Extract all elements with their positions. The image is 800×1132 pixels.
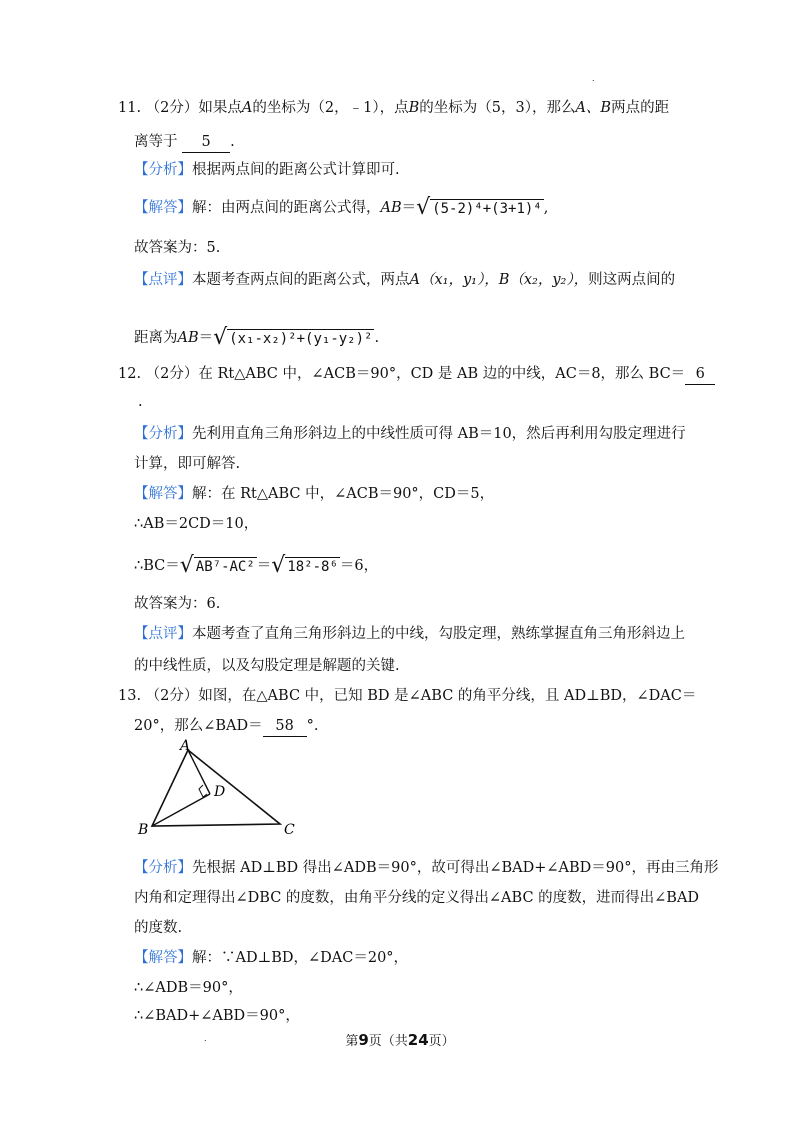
q11-comment-a: 本题考查两点间的距离公式，两点 [192, 272, 410, 288]
q12-stem [118, 364, 715, 385]
label-b: B [138, 822, 149, 838]
q11-ab: AB [380, 200, 402, 216]
q11-ab-2: AB [177, 330, 199, 346]
q11-comment-line2 [134, 325, 380, 350]
q12-radicand-1: AB⁷-AC² [195, 558, 255, 575]
q13-analysis [134, 858, 719, 878]
q11-stem-b: 的坐标为（2，﹣1），点 [252, 100, 409, 116]
q11-comment-b: 则这两点间的 [588, 272, 676, 288]
q12-analysis-text: 先利用直角三角形斜边上的中线性质可得 AB＝10，然后再利用勾股定理进行 [192, 426, 686, 442]
footer-dot: . [204, 1034, 207, 1043]
q12-comment-tag: 【点评】 [134, 626, 192, 642]
q12-sqrt-1 [179, 553, 257, 578]
label-d: D [214, 784, 226, 800]
q13-analysis-line3: 的度数. [134, 920, 183, 936]
label-c: C [284, 822, 295, 838]
q12-analysis-line2: 计算，即可解答. [134, 456, 241, 472]
q13-answer: 58 [263, 716, 307, 737]
q13-stem [118, 686, 696, 706]
q11-analysis-text: 根据两点间的距离公式计算即可. [192, 162, 400, 178]
q12-step2-a: ∴BC＝ [134, 558, 180, 574]
q11-stem-2: 离等于 [134, 134, 178, 150]
q11-comment [134, 270, 675, 290]
q12-step2 [134, 553, 379, 578]
q12-comment-text: 本题考查了直角三角形斜边上的中线，勾股定理，熟练掌握直角三角形斜边上 [192, 626, 685, 642]
q12-radicand-2: 18²-8⁶ [287, 558, 338, 575]
q13-step2: ∴∠BAD+∠ABD＝90°， [134, 1008, 300, 1024]
q11-stem-d: 两点的距 [611, 100, 670, 116]
q12-solution-text: 解：在 Rt△ABC 中，∠ACB＝90°，CD＝5， [192, 486, 495, 502]
sqrt-icon: √ [416, 195, 431, 220]
q11-final: 故答案为：5. [134, 240, 221, 256]
q12-comment-line2: 的中线性质，以及勾股定理是解题的关键. [134, 658, 400, 674]
q13-stem-text: 如图，在△ABC 中，已知 BD 是∠ABC 的角平分线，且 AD⊥BD，∠DAC＝ [198, 688, 697, 704]
q12-solution [134, 484, 494, 504]
q11-radicand: (5-2)⁴+(3+1)⁴ [432, 200, 542, 217]
q13-step1: ∴∠ADB＝90°， [134, 980, 243, 996]
q11-comment-2: 距离为 [134, 330, 178, 346]
footer-pre: 第 [345, 1034, 359, 1049]
footer-total-pages: 24 [407, 1031, 429, 1049]
footer-mid: 页（共 [368, 1034, 408, 1049]
q11-eq-2: ＝ [198, 330, 214, 346]
q12-step1: ∴AB＝2CD＝10， [134, 516, 259, 532]
segment-ad [188, 750, 210, 794]
q13-analysis-text: 先根据 AD⊥BD 得出∠ADB＝90°，故可得出∠BAD+∠ABD＝90°，再由三角形 [192, 860, 719, 876]
q12-analysis-tag: 【分析】 [134, 426, 192, 442]
q11-comment-tag: 【点评】 [134, 272, 192, 288]
segment-bd [152, 794, 210, 826]
q11-solution-text: 解：由两点间的距离公式得， [192, 200, 381, 216]
q11-point-b: B [408, 100, 420, 116]
q13-solution [134, 948, 408, 968]
q12-solution-tag: 【解答】 [134, 486, 192, 502]
header-dot: . [592, 74, 595, 83]
q12-sqrt-2 [271, 553, 340, 578]
sqrt-icon: √ [213, 325, 228, 350]
label-a: A [180, 738, 191, 754]
q12-final: 故答案为：6. [134, 596, 221, 612]
q11-sqrt [416, 195, 544, 220]
q12-score: （2分） [145, 366, 199, 382]
q13-stem2-a: 20°，那么∠BAD＝ [134, 718, 263, 734]
q11-point-a: A [241, 100, 253, 116]
q12-number: 12. [118, 366, 142, 382]
q11-stem-line2 [134, 132, 235, 153]
q11-stem-line1 [118, 98, 669, 118]
q12-comment [134, 624, 685, 644]
q11-stem-c: 的坐标为（5，3），那么 [419, 100, 576, 116]
q11-solution [134, 195, 549, 220]
footer-page-number: 9 [358, 1031, 369, 1049]
q12-step2-b: ＝6， [339, 558, 379, 574]
q13-stem2-b: °. [306, 718, 319, 734]
triangle-figure [130, 738, 310, 840]
q11-eq: ＝ [401, 200, 417, 216]
page-footer [0, 1030, 800, 1049]
q11-score: （2分） [145, 100, 199, 116]
q11-comment-pa: A（x₁，y₁）， [409, 272, 499, 288]
q11-stem-a: 如果点 [198, 100, 242, 116]
q12-stem-text: 在 Rt△ABC 中，∠ACB＝90°，CD 是 AB 边的中线，AC＝8，那么 BC＝ [198, 366, 686, 382]
sqrt-icon: √ [179, 553, 194, 578]
q12-answer: 6 [685, 364, 715, 385]
q11-number: 11. [118, 100, 142, 116]
q13-solution-text: 解：∵AD⊥BD，∠DAC＝20°， [192, 950, 409, 966]
sqrt-icon: √ [271, 553, 286, 578]
q11-comment-pb: B（x₂，y₂）， [498, 272, 589, 288]
q11-comma: , [543, 200, 549, 216]
q11-answer: 5 [182, 132, 230, 153]
q13-stem-line2 [134, 716, 318, 737]
q11-formula-sqrt [213, 325, 374, 350]
q12-eq: ＝ [256, 558, 272, 574]
q13-analysis-tag: 【分析】 [134, 860, 192, 876]
q11-analysis-tag: 【分析】 [134, 162, 192, 178]
q12-analysis [134, 424, 686, 444]
q11-analysis [134, 160, 400, 180]
q11-solution-tag: 【解答】 [134, 200, 192, 216]
q13-analysis-line2: 内角和定理得出∠DBC 的度数，由角平分线的定义得出∠ABC 的度数，进而得出∠BAD [134, 890, 700, 906]
q11-end: . [230, 134, 235, 150]
q11-formula: (x₁-x₂)²+(y₁-y₂)² [229, 330, 373, 347]
q13-number: 13. [118, 688, 142, 704]
q11-period: . [374, 330, 380, 346]
q13-score: （2分） [145, 688, 199, 704]
q13-solution-tag: 【解答】 [134, 950, 192, 966]
q12-end: . [138, 394, 143, 410]
footer-post: 页） [428, 1034, 455, 1049]
q11-points: A、B [575, 100, 612, 116]
